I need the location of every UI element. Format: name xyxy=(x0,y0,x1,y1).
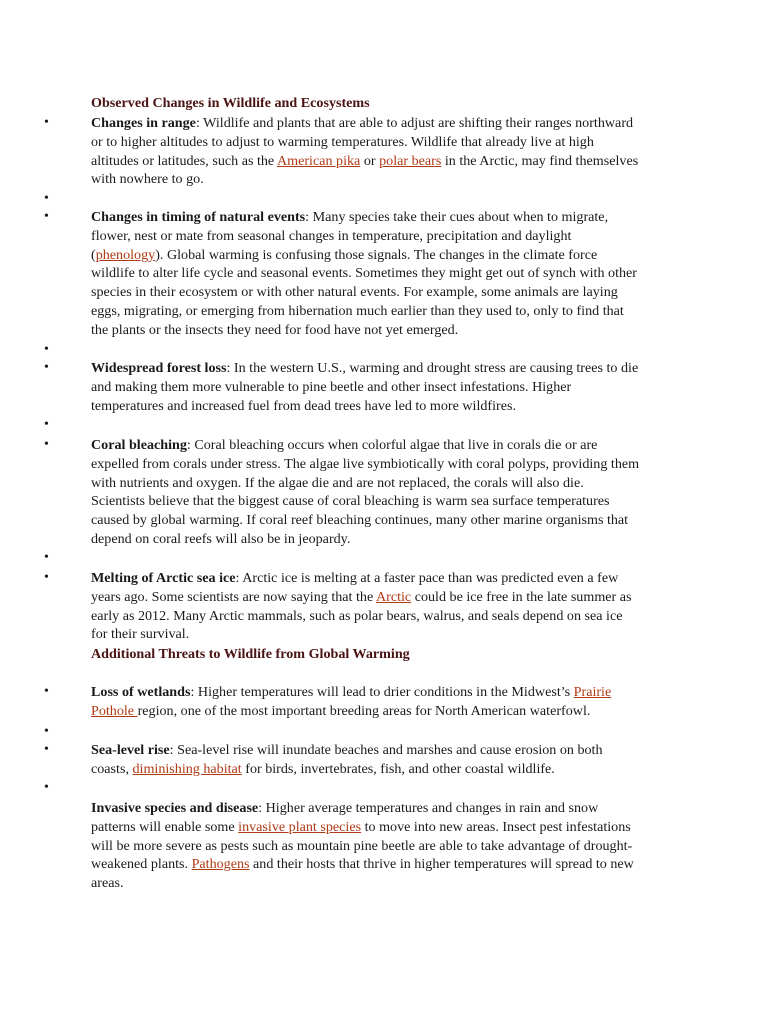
text-line: eggs, migrating, or emerging from hibernation much earlier than they used to, only to find that xyxy=(91,302,624,319)
text: patterns will enable some xyxy=(91,818,239,835)
text: for birds, invertebrates, fish, and other coastal wildlife. xyxy=(241,760,555,777)
bullet-marker: • xyxy=(44,742,49,757)
paragraph-forest-loss xyxy=(91,359,681,415)
link-phenology[interactable]: phenology xyxy=(95,246,156,263)
text-line: caused by global warming. If coral reef bleaching continues, many other marine organisms that xyxy=(91,512,629,529)
term-changes-in-range: Changes in range xyxy=(91,115,196,131)
text: to move into new areas. Insect pest infestations xyxy=(361,818,631,835)
text: and their hosts that thrive in higher temperatures will spread to new xyxy=(249,856,634,873)
paragraph-changes-in-range xyxy=(91,114,681,189)
section-heading-additional-threats: Additional Threats to Wildlife from Global Warming xyxy=(91,646,410,662)
term-coral-bleaching: Coral bleaching xyxy=(91,437,187,453)
link-polar-bears[interactable]: polar bears xyxy=(379,152,442,169)
link-arctic[interactable]: Arctic xyxy=(375,588,412,605)
text: : Arctic ice is melting at a faster pace than was predicted even a few xyxy=(235,570,619,586)
bullet-marker: • xyxy=(44,191,49,206)
text-line: the plants or the insects they need for food have not yet emerged. xyxy=(91,321,459,338)
text-line: with nutrients and oxygen. If the algae die and are not replaced, the corals will also die. xyxy=(91,474,584,491)
paragraph-coral-bleaching xyxy=(91,436,681,549)
text-line: expelled from corals under stress. The algae live symbiotically with coral polyps, providing them xyxy=(91,455,640,472)
link-pathogens[interactable]: Pathogens xyxy=(191,856,250,873)
link-prairie-pothole[interactable]: Prairie xyxy=(573,684,612,700)
text: : Many species take their cues about when to migrate, xyxy=(305,209,609,225)
link-prairie-pothole[interactable]: Pothole xyxy=(91,702,138,719)
text-line: or to higher altitudes to adjust to warming temperatures. Wildlife that already live at high xyxy=(91,133,594,150)
text-line: early as 2012. Many Arctic mammals, such as polar bears, walrus, and seals depend on sea ice xyxy=(91,607,623,624)
bullet-marker: • xyxy=(44,209,49,224)
text: : Wildlife and plants that are able to adjust are shifting their ranges northward xyxy=(195,115,634,131)
text: ( xyxy=(91,246,96,263)
section-heading-observed-changes: Observed Changes in Wildlife and Ecosystems xyxy=(91,95,370,111)
paragraph-sea-level-rise xyxy=(91,741,681,779)
text-line: wildlife to alter life cycle and seasonal events. Sometimes they might get out of synch with other xyxy=(91,265,637,282)
text-line: depend on coral reefs will also be in jeopardy. xyxy=(91,530,351,547)
paragraph-changes-in-timing xyxy=(91,208,681,340)
link-american-pika[interactable]: American pika xyxy=(276,152,361,169)
term-changes-in-timing: Changes in timing of natural events xyxy=(91,209,306,225)
term-invasive-species: Invasive species and disease xyxy=(91,800,259,816)
link-invasive-plant-species[interactable]: invasive plant species xyxy=(238,818,362,835)
bullet-marker: • xyxy=(44,684,49,699)
text: : Sea-level rise will inundate beaches and marshes and cause erosion on both xyxy=(169,742,603,758)
text: coasts, xyxy=(91,760,133,777)
term-sea-level-rise: Sea-level rise xyxy=(91,742,170,758)
paragraph-arctic-sea-ice xyxy=(91,569,681,644)
text: or xyxy=(360,152,380,169)
term-forest-loss: Widespread forest loss xyxy=(91,360,227,376)
text: : Coral bleaching occurs when colorful algae that live in corals die or are xyxy=(186,437,598,453)
text-line: flower, nest or mate from seasonal changes in temperature, precipitation and daylight xyxy=(91,227,572,244)
text: weakened plants. xyxy=(91,856,192,873)
term-arctic-sea-ice: Melting of Arctic sea ice xyxy=(91,570,236,586)
paragraph-invasive-species xyxy=(91,799,681,893)
term-loss-of-wetlands: Loss of wetlands xyxy=(91,684,191,700)
text-line: for their survival. xyxy=(91,626,190,643)
bullet-marker: • xyxy=(44,780,49,795)
bullet-marker: • xyxy=(44,360,49,375)
text: altitudes or latitudes, such as the xyxy=(91,152,277,169)
bullet-marker: • xyxy=(44,437,49,452)
text: could be ice free in the late summer as xyxy=(411,588,632,605)
link-diminishing-habitat[interactable]: diminishing habitat xyxy=(132,760,242,777)
bullet-marker: • xyxy=(44,115,49,130)
text: region, one of the most important breeding areas for North American waterfowl. xyxy=(137,702,591,719)
text: years ago. Some scientists are now saying that the xyxy=(91,588,376,605)
text-line: species in their ecosystem or with other natural events. For example, some animals are laying xyxy=(91,284,618,301)
text: : Higher temperatures will lead to drier conditions in the Midwest’s xyxy=(190,684,574,700)
paragraph-loss-of-wetlands xyxy=(91,683,681,721)
text-line: Scientists believe that the biggest cause of coral bleaching is warm sea surface temperatures xyxy=(91,493,610,510)
text-line: and making them more vulnerable to pine beetle and other insect infestations. Higher xyxy=(91,378,572,395)
text-line: with nowhere to go. xyxy=(91,171,204,188)
text-line: will be more severe as pests such as mountain pine beetle are able to take advantage of drought- xyxy=(91,837,633,854)
bullet-marker: • xyxy=(44,724,49,739)
bullet-marker: • xyxy=(44,417,49,432)
bullet-marker: • xyxy=(44,570,49,585)
text-line: temperatures and increased fuel from dead trees have led to more wildfires. xyxy=(91,397,516,414)
bullet-marker: • xyxy=(44,550,49,565)
text: ). Global warming is confusing those signals. The changes in the climate force xyxy=(155,246,598,263)
text-line: areas. xyxy=(91,875,124,892)
text: : Higher average temperatures and changes in rain and snow xyxy=(258,800,599,816)
text: : In the western U.S., warming and drought stress are causing trees to die xyxy=(226,360,639,376)
bullet-marker: • xyxy=(44,342,49,357)
text: in the Arctic, may find themselves xyxy=(441,152,639,169)
